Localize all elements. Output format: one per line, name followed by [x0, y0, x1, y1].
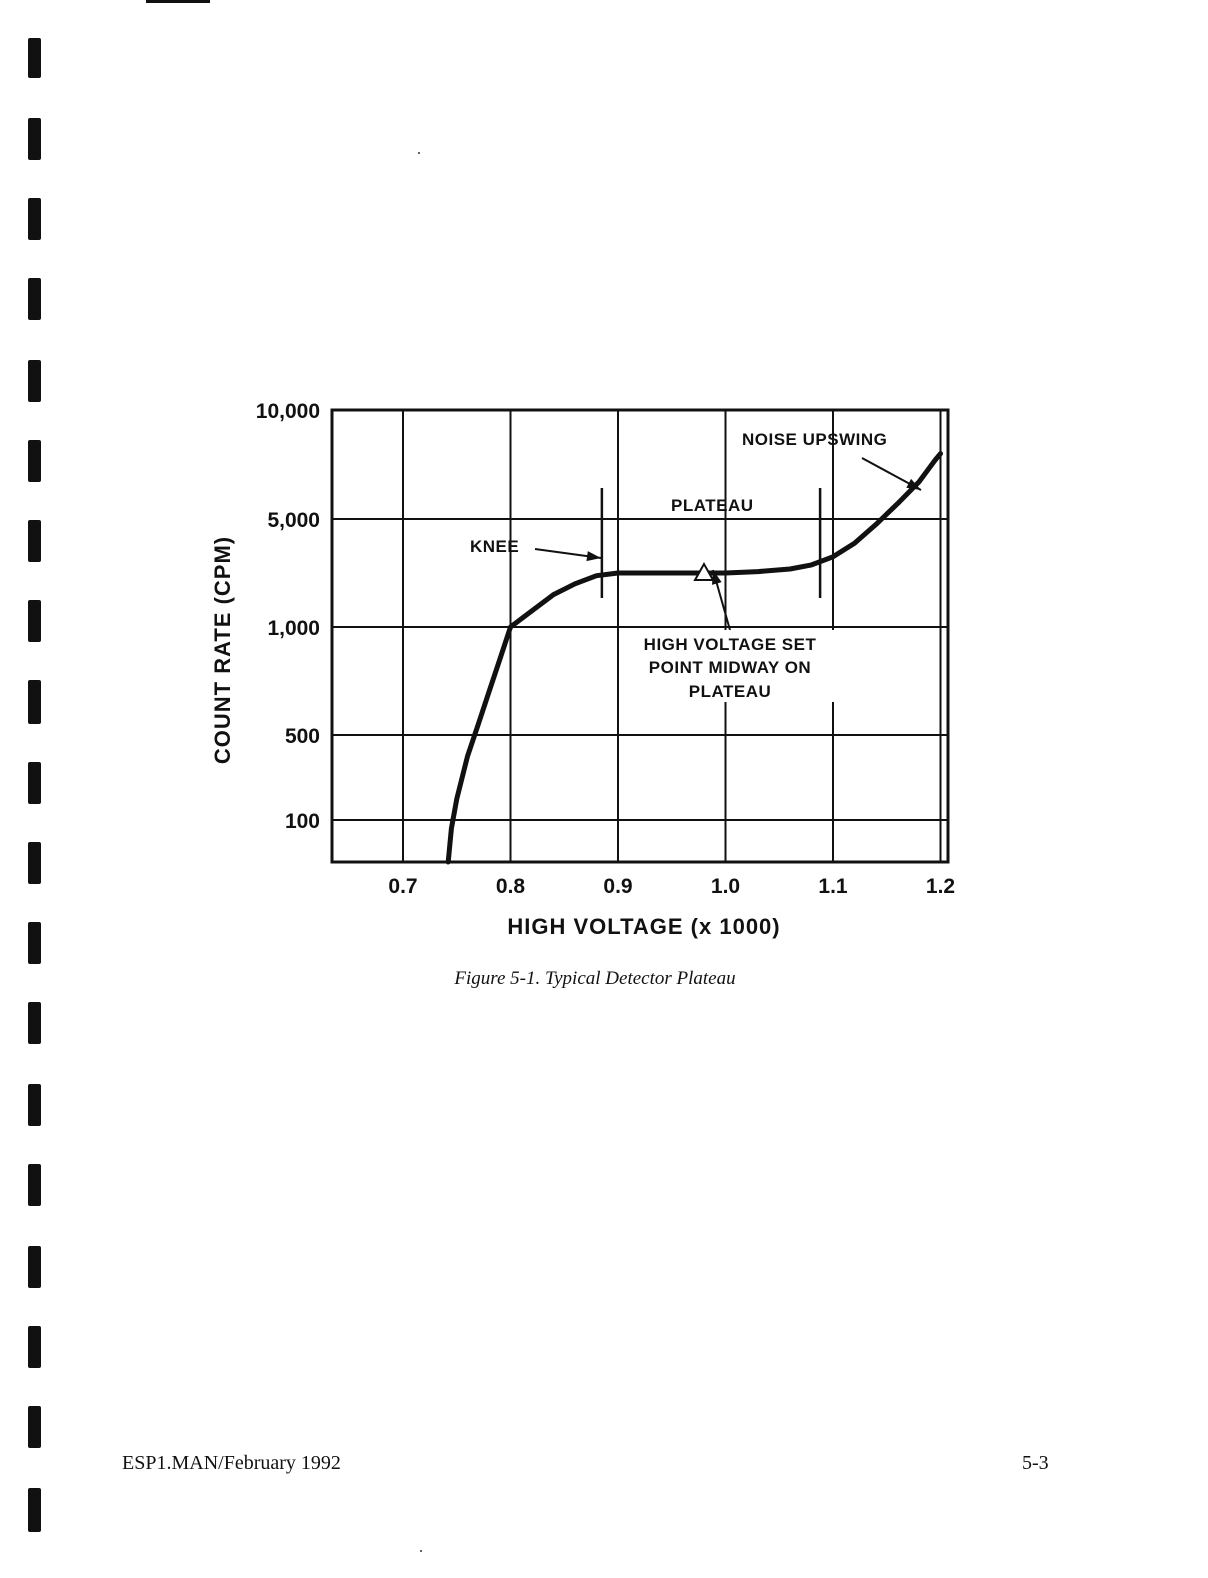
x-tick-label: 0.8	[495, 875, 526, 898]
knee-arrow-head	[586, 551, 601, 561]
noise-upswing-label: NOISE UPSWING	[742, 430, 888, 449]
plateau-label: PLATEAU	[671, 496, 754, 515]
y-tick-labels	[256, 400, 320, 833]
x-tick-labels	[388, 875, 955, 898]
y-tick-label: 10,000	[255, 400, 320, 423]
y-tick-label: 5,000	[267, 509, 320, 532]
x-tick-label: 0.7	[388, 875, 418, 898]
figure-caption: Figure 5-1. Typical Detector Plateau	[454, 968, 736, 989]
annotation-arrows	[535, 458, 921, 630]
setpoint-label-line-2: POINT MIDWAY ON	[648, 658, 812, 677]
x-axis-title: HIGH VOLTAGE (x 1000)	[507, 914, 781, 939]
y-axis-title: COUNT RATE (CPM)	[210, 535, 235, 765]
y-tick-label: 100	[284, 810, 320, 833]
x-tick-label: 1.1	[818, 875, 848, 898]
x-tick-label: 1.0	[710, 875, 741, 898]
footer-page-number: 5-3	[1022, 1452, 1049, 1474]
knee-label: KNEE	[470, 537, 520, 556]
x-tick-label: 0.9	[603, 875, 633, 898]
setpoint-label-line-3: PLATEAU	[688, 682, 772, 701]
x-tick-label: 1.2	[925, 875, 956, 898]
setpoint-label-line-1: HIGH VOLTAGE SET	[643, 635, 817, 654]
y-tick-label: 500	[284, 725, 320, 748]
footer-document-id: ESP1.MAN/February 1992	[122, 1452, 341, 1474]
y-tick-label: 1,000	[267, 617, 320, 640]
